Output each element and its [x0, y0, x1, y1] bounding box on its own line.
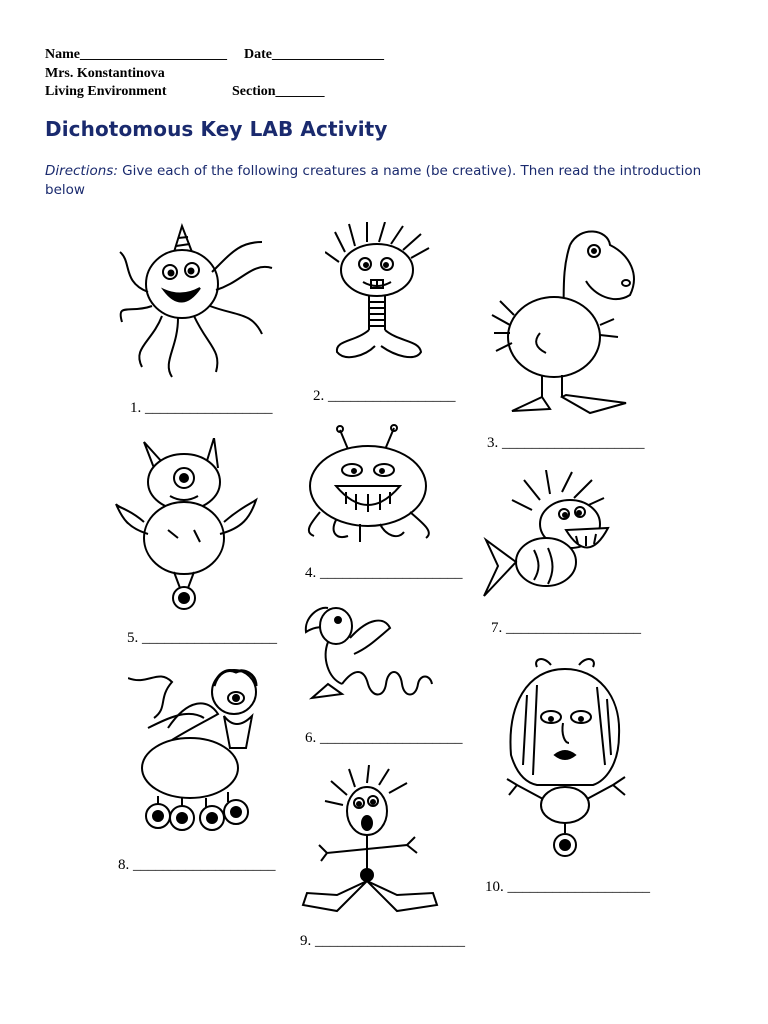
directions-text: Give each of the following creatures a name (be creative). Then read the introduction below [45, 163, 702, 198]
creature-5-name-field[interactable]: 5. __________________ [127, 630, 277, 646]
creature-1-name-field[interactable]: 1. _________________ [130, 400, 273, 416]
creature-6-parrot-worm-illustration [298, 598, 438, 713]
name-field[interactable]: Name_____________________ [45, 47, 227, 62]
creature-8-name-field[interactable]: 8. ___________________ [118, 857, 276, 873]
creature-3-name-field[interactable]: 3. ___________________ [487, 435, 645, 451]
creature-5-cyclops-wheel-illustration [114, 438, 259, 613]
creature-4-name-field[interactable]: 4. ___________________ [305, 565, 463, 581]
creature-2-spiky-hair-illustration [325, 222, 445, 372]
creature-3-duck-horse-illustration [490, 225, 640, 420]
creature-7-fish-spiky-hair-illustration [480, 470, 625, 605]
creature-10-name-field[interactable]: 10. ___________________ [485, 879, 650, 895]
creature-1-octopus-illustration [112, 222, 282, 382]
date-field[interactable]: Date________________ [244, 47, 384, 62]
creature-2-name-field[interactable]: 2. _________________ [313, 388, 456, 404]
directions [45, 162, 725, 200]
creature-8-winged-wheels-illustration [128, 668, 283, 838]
creature-10-long-hair-wheel-illustration [497, 655, 637, 865]
creature-9-wild-hair-illustration [297, 765, 447, 920]
course-name: Living Environment [45, 84, 167, 99]
creature-9-name-field[interactable]: 9. ____________________ [300, 933, 465, 949]
page-title: Dichotomous Key LAB Activity [45, 117, 388, 141]
teacher-name: Mrs. Konstantinova [45, 66, 165, 81]
creature-6-name-field[interactable]: 6. ___________________ [305, 730, 463, 746]
directions-label: Directions: [45, 163, 118, 179]
section-field[interactable]: Section_______ [232, 84, 325, 99]
creature-7-name-field[interactable]: 7. __________________ [491, 620, 641, 636]
creature-4-antennae-smile-illustration [300, 424, 440, 549]
